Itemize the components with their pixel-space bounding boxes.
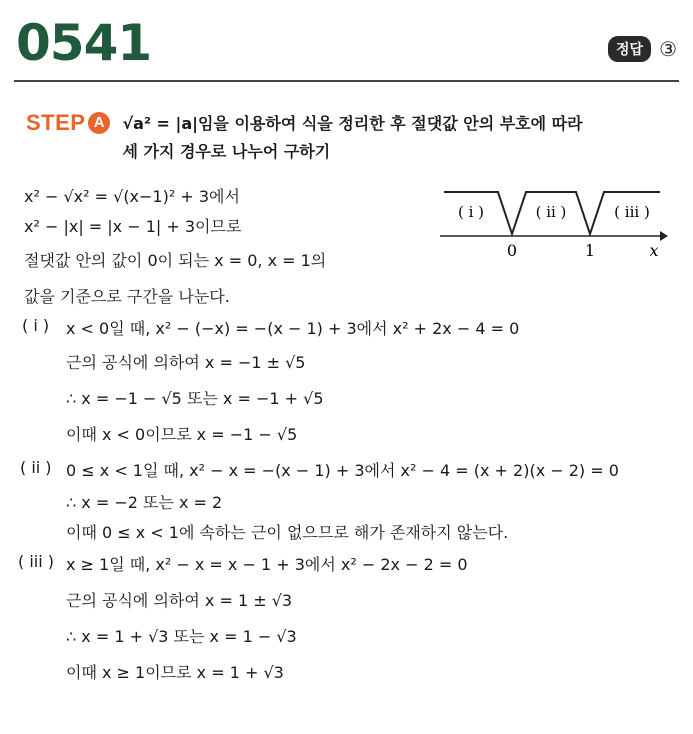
case1-line2: 근의 공식에 의하여 x = −1 ± √5 (66, 353, 306, 372)
problem-number: 0541 (16, 14, 152, 72)
axis-variable-label: x (649, 241, 659, 260)
case2-heading: ( ii ) (20, 458, 52, 477)
case2-line2: ∴ x = −2 또는 x = 2 (66, 493, 223, 512)
region-label-2: ( ii ) (535, 203, 567, 221)
step-description (122, 110, 642, 166)
solution-line-3: 절댓값 안의 값이 0이 되는 x = 0, x = 1의 (24, 251, 327, 270)
step-row (26, 110, 642, 166)
case3-line4: 이때 x ≥ 1이므로 x = 1 + √3 (66, 663, 284, 682)
answer-box (608, 36, 677, 62)
solution-line-2: x² − |x| = |x − 1| + 3이므로 (24, 217, 242, 236)
case3-heading: ( iii ) (18, 552, 54, 571)
step-description-line1: √a² = |a|임을 이용하여 식을 정리한 후 절댓값 안의 부호에 따라 (122, 114, 583, 133)
solution-line-1: x² − √x² = √(x−1)² + 3에서 (24, 187, 240, 206)
solution-line-4: 값을 기준으로 구간을 나눈다. (24, 287, 230, 306)
step-label-text: STEP (26, 110, 86, 135)
case1-line4: 이때 x < 0이므로 x = −1 − √5 (66, 425, 298, 444)
case2-equation: 0 ≤ x < 1일 때, x² − x = −(x − 1) + 3에서 x² − 4 = (x + 2)(x − 2) = 0 (66, 461, 619, 480)
case1-line3: ∴ x = −1 − √5 또는 x = −1 + √5 (66, 389, 324, 408)
number-line-diagram (438, 186, 668, 266)
case3-line3: ∴ x = 1 + √3 또는 x = 1 − √3 (66, 627, 297, 646)
step-badge: A (88, 112, 110, 134)
tick-label-1: 1 (584, 241, 596, 260)
case1-heading: ( i ) (22, 316, 50, 335)
answer-label: 정답 (608, 36, 651, 62)
step-description-line2: 세 가지 경우로 나누어 구하기 (122, 142, 331, 161)
answer-value: ③ (659, 37, 677, 61)
case2-line3: 이때 0 ≤ x < 1에 속하는 근이 없으므로 해가 존재하지 않는다. (66, 523, 509, 542)
header-divider (14, 80, 679, 82)
case3-equation: x ≥ 1일 때, x² − x = x − 1 + 3에서 x² − 2x − 2 = 0 (66, 555, 468, 574)
case3-line2: 근의 공식에 의하여 x = 1 ± √3 (66, 591, 293, 610)
case1-equation: x < 0일 때, x² − (−x) = −(x − 1) + 3에서 x² + 2x − 4 = 0 (66, 319, 520, 338)
region-label-1: ( i ) (457, 203, 485, 221)
axis-arrow (660, 231, 668, 241)
region-label-3: ( iii ) (614, 203, 650, 221)
step-label (26, 110, 110, 136)
tick-label-0: 0 (506, 241, 518, 260)
